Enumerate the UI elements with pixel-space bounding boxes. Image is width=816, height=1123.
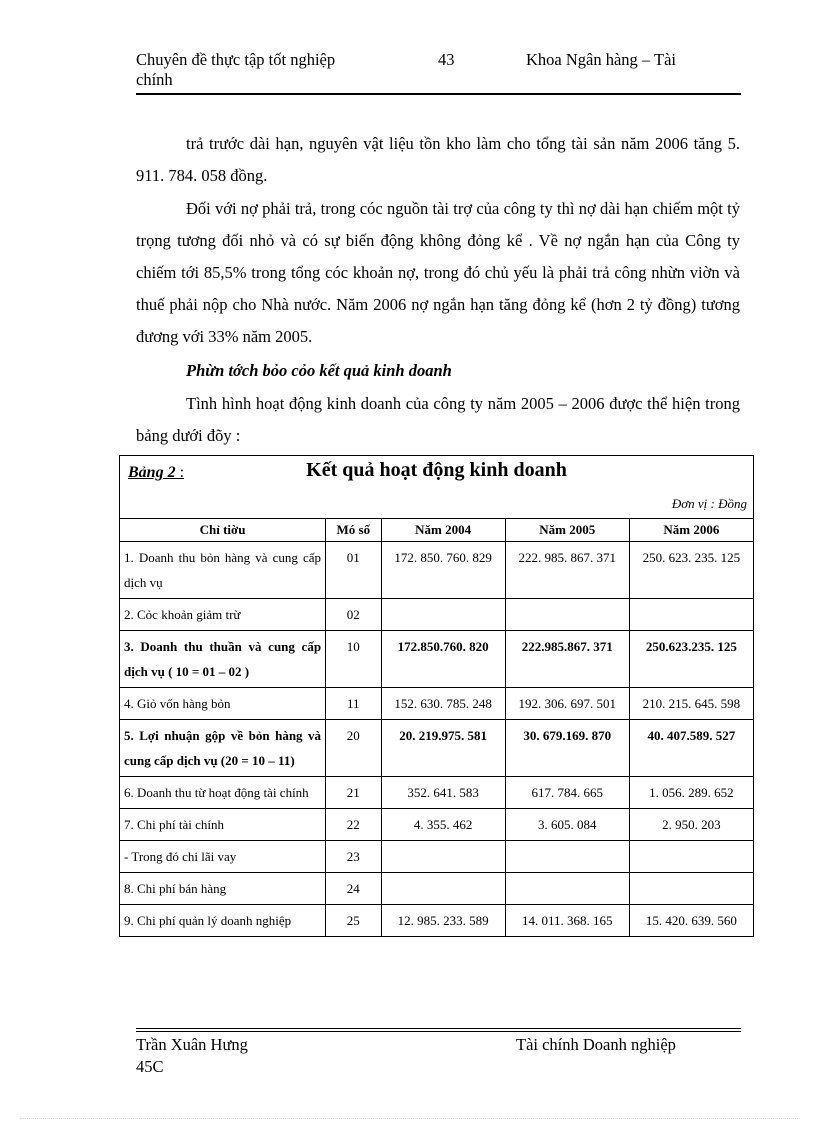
paragraph-3 xyxy=(136,388,740,452)
header-left-line1: Chuyên đề thực tập tốt nghiệp xyxy=(136,50,336,69)
row-2005: 617. 784. 665 xyxy=(505,777,629,809)
table-row xyxy=(120,841,754,873)
row-2004: 172. 850. 760. 829 xyxy=(381,542,505,599)
row-code: 02 xyxy=(326,599,381,631)
row-2006: 40. 407.589. 527 xyxy=(629,720,753,777)
table-row xyxy=(120,720,754,777)
row-name: 8. Chi phí bán hàng xyxy=(120,873,326,905)
footer-rule-bottom xyxy=(136,1031,741,1032)
footer-author: Trần Xuân Hưng xyxy=(136,1035,248,1054)
row-name: 5. Lợi nhuận gộp về bỏn hàng và cung cấp dịch vụ (20 = 10 – 11) xyxy=(120,720,326,777)
table-header-row xyxy=(120,519,754,542)
row-2006: 15. 420. 639. 560 xyxy=(629,905,753,937)
header-2006: Năm 2006 xyxy=(629,519,753,542)
row-code: 20 xyxy=(326,720,381,777)
table-row xyxy=(120,777,754,809)
table-caption-cell xyxy=(120,456,754,519)
row-2005 xyxy=(505,599,629,631)
row-2005: 3. 605. 084 xyxy=(505,809,629,841)
paragraph-3-text: Tình hình hoạt động kinh doanh của công ty năm 2005 – 2006 được thể hiện trong bảng dưới đõy : xyxy=(136,394,740,445)
page-footer xyxy=(136,1034,740,1078)
row-2004: 4. 355. 462 xyxy=(381,809,505,841)
row-code: 23 xyxy=(326,841,381,873)
row-2006: 1. 056. 289. 652 xyxy=(629,777,753,809)
row-code: 01 xyxy=(326,542,381,599)
footer-rule-top xyxy=(136,1028,741,1029)
table-row xyxy=(120,631,754,688)
row-2004 xyxy=(381,599,505,631)
row-2005: 30. 679.169. 870 xyxy=(505,720,629,777)
header-2004: Năm 2004 xyxy=(381,519,505,542)
row-2006 xyxy=(629,873,753,905)
paragraph-1 xyxy=(136,128,740,192)
row-name: - Trong đó chi lãi vay xyxy=(120,841,326,873)
row-2006: 250. 623. 235. 125 xyxy=(629,542,753,599)
row-2004: 20. 219.975. 581 xyxy=(381,720,505,777)
row-2005: 222.985.867. 371 xyxy=(505,631,629,688)
row-name: 3. Doanh thu thuần và cung cấp dịch vụ ( 10 = 01 – 02 ) xyxy=(120,631,326,688)
table-label xyxy=(128,460,184,485)
results-table xyxy=(119,455,754,937)
page-edge xyxy=(20,1118,800,1119)
row-2005: 222. 985. 867. 371 xyxy=(505,542,629,599)
row-2005: 192. 306. 697. 501 xyxy=(505,688,629,720)
header-left xyxy=(136,50,335,90)
paragraph-2 xyxy=(136,193,740,353)
row-name: 2. Cỏc khoản giảm trừ xyxy=(120,599,326,631)
header-chi-tieu: Chỉ tiờu xyxy=(120,519,326,542)
row-2004: 352. 641. 583 xyxy=(381,777,505,809)
header-ma-so: Mó số xyxy=(326,519,381,542)
table-row xyxy=(120,599,754,631)
row-2006 xyxy=(629,841,753,873)
row-2006: 210. 215. 645. 598 xyxy=(629,688,753,720)
table-row xyxy=(120,809,754,841)
header-rule xyxy=(136,93,741,95)
header-2005: Năm 2005 xyxy=(505,519,629,542)
row-2004: 172.850.760. 820 xyxy=(381,631,505,688)
table-row xyxy=(120,688,754,720)
section-heading: Phừn tớch bỏo cỏo kết quả kinh doanh xyxy=(186,361,452,380)
table-caption-row xyxy=(120,456,754,519)
row-2004 xyxy=(381,841,505,873)
row-code: 21 xyxy=(326,777,381,809)
footer-right: Tài chính Doanh nghiệp xyxy=(516,1035,676,1054)
paragraph-1-text: trả trước dài hạn, nguyên vật liệu tồn kho làm cho tổng tài sản năm 2006 tăng 5. 911. 784. 058 đồng. xyxy=(136,134,740,185)
row-2006: 2. 950. 203 xyxy=(629,809,753,841)
row-2004: 12. 985. 233. 589 xyxy=(381,905,505,937)
row-name: 4. Giỏ vốn hàng bỏn xyxy=(120,688,326,720)
row-code: 10 xyxy=(326,631,381,688)
row-2004: 152. 630. 785. 248 xyxy=(381,688,505,720)
table-row xyxy=(120,905,754,937)
page-header xyxy=(136,50,740,94)
row-name: 1. Doanh thu bỏn hàng và cung cấp dịch vụ xyxy=(120,542,326,599)
row-2004 xyxy=(381,873,505,905)
page-number: 43 xyxy=(438,50,455,69)
footer-class: 45C xyxy=(136,1057,164,1076)
row-code: 25 xyxy=(326,905,381,937)
row-name: 6. Doanh thu từ hoạt động tài chính xyxy=(120,777,326,809)
header-left-line2: chính xyxy=(136,70,173,89)
row-name: 7. Chi phí tài chính xyxy=(120,809,326,841)
row-2005: 14. 011. 368. 165 xyxy=(505,905,629,937)
row-2005 xyxy=(505,873,629,905)
row-code: 11 xyxy=(326,688,381,720)
table-label-text: Bảng 2 xyxy=(128,464,176,481)
table-row xyxy=(120,542,754,599)
table-label-colon: : xyxy=(175,464,185,481)
row-code: 22 xyxy=(326,809,381,841)
paragraph-2-text: Đối với nợ phải trả, trong cóc nguồn tài trợ của công ty thì nợ dài hạn chiếm một tỷ trọng tương đối nhỏ và có sự biến động không đỏng kể . Về nợ ngắn hạn của Công ty chiếm tới 85,5% trong tổng cóc khoản nợ, trong đó chủ yếu là phải trả công nhừn viờn và thuế phải nộp cho Nhà nước. Năm 2006 nợ ngắn hạn tăng đỏng kể (hơn 2 tỷ đồng) tương đương với 33% năm 2005. xyxy=(136,199,740,346)
row-code: 24 xyxy=(326,873,381,905)
section-heading-block xyxy=(136,355,740,387)
table-unit: Đơn vị : Đồng xyxy=(671,496,747,511)
row-2006 xyxy=(629,599,753,631)
row-2006: 250.623.235. 125 xyxy=(629,631,753,688)
row-2005 xyxy=(505,841,629,873)
row-name: 9. Chi phí quản lý doanh nghiệp xyxy=(120,905,326,937)
table-row xyxy=(120,873,754,905)
header-right: Khoa Ngân hàng – Tài xyxy=(526,50,676,69)
table-title: Kết quả hoạt động kinh doanh xyxy=(306,459,567,481)
